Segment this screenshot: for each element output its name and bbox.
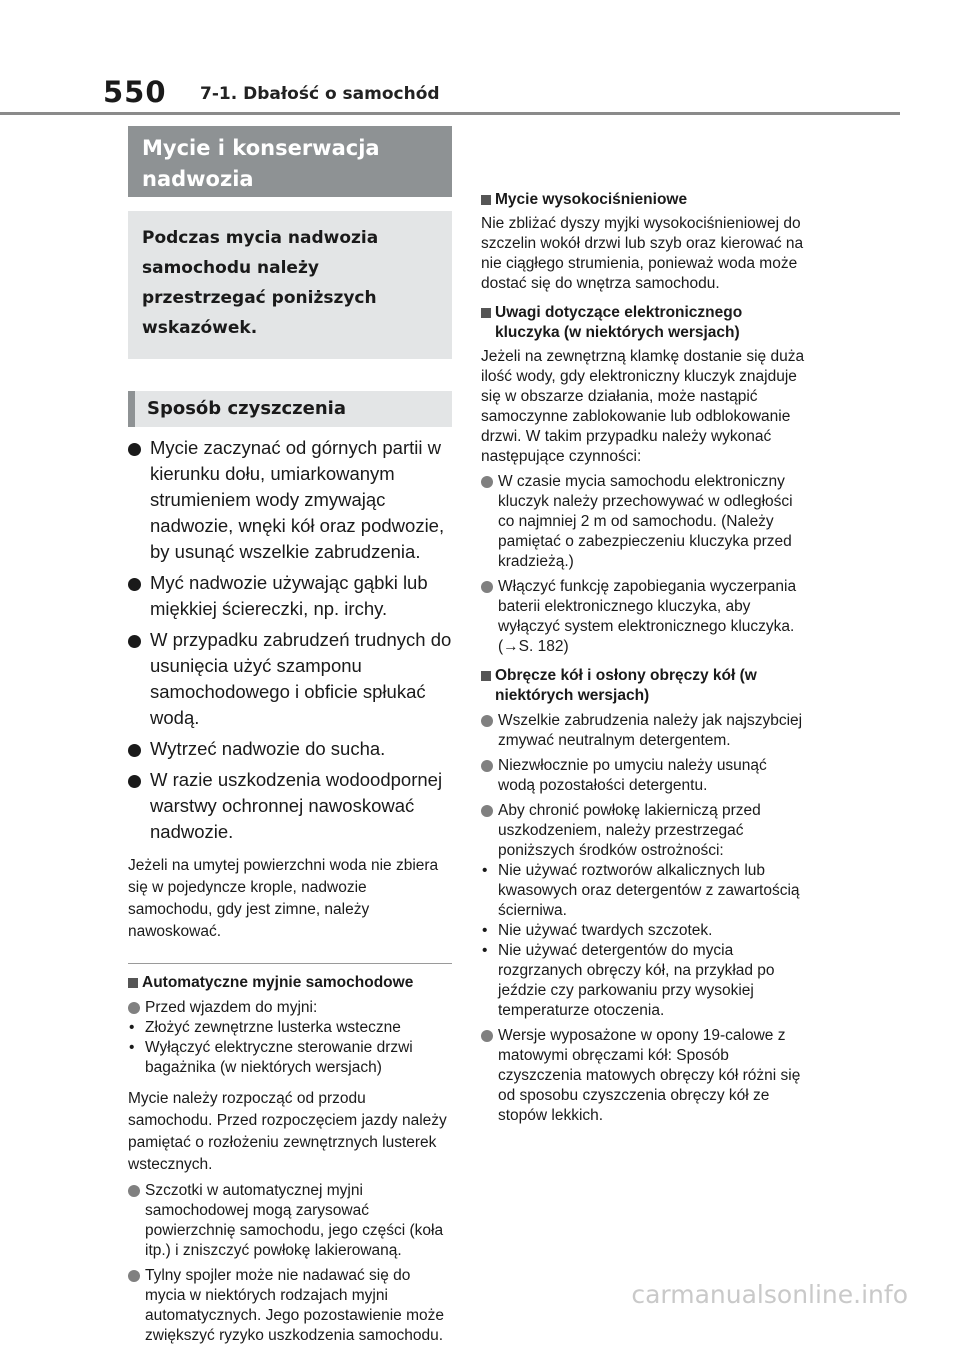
square-bullet-icon (481, 671, 491, 681)
list-item: Wersje wyposażone w opony 19-calowe z matowymi obręczami kół: Sposób czyszczenia matowych obręczy kół różni się od sposobu czyszczenia obręczy kół ze stopów lekkich. (481, 1026, 805, 1126)
bullet-icon (128, 744, 141, 757)
bullet-icon (481, 715, 493, 727)
chapter-title: 7-1. Dbałość o samochód (200, 84, 440, 104)
list-item: • Nie używać twardych szczotek. (482, 922, 713, 939)
subsection-title: Sposób czyszczenia (128, 391, 452, 427)
pressure-wash-text: Nie zbliżać dyszy myjki wysokociśnieniowej do szczelin wokół drzwi lub szyb oraz kierować na nie ciągłego strumienia, ponieważ woda może dostać się do wnętrza samochodu. (481, 215, 804, 292)
watermark: carmanualsonline.info (631, 1280, 908, 1309)
list-item: W czasie mycia samochodu elektroniczny kluczyk należy przechowywać w odległości co najmniej 2 m od samochodu. (Należy pamiętać o zabezpieczeniu kluczyka przed kradzieżą.) (481, 472, 805, 572)
list-item: • Nie używać roztworów alkalicznych lub kwasowych oraz detergentów z zawartością ścierniwa. (482, 862, 800, 919)
bullet-icon (128, 635, 141, 648)
bullet-icon (128, 1270, 140, 1282)
page-header (0, 0, 960, 116)
list-item: Myć nadwozie używając gąbki lub miękkiej ściereczki, np. irchy. (128, 570, 452, 622)
bullet-icon (481, 1030, 493, 1042)
header-rule (0, 112, 900, 115)
key-text: Jeżeli na zewnętrzną klamkę dostanie się duża ilość wody, gdy elektroniczny kluczyk znajduje się w obszarze działania, może nastąpić samoczynne zablokowanie lub odblokowanie drzwi. W takim przypadku należy wykonać następujące czynności: (481, 348, 805, 465)
bullet-icon (128, 578, 141, 591)
auto-wash-heading: Automatyczne myjnie samochodowe (128, 973, 452, 993)
list-item: Wytrzeć nadwozie do sucha. (128, 736, 452, 762)
bullet-icon (128, 1002, 140, 1014)
rims-heading: Obręcze kół i osłony obręczy kół (w niektórych wersjach) (481, 666, 805, 706)
square-bullet-icon (481, 308, 491, 318)
cleaning-steps (128, 435, 452, 845)
right-column (481, 126, 805, 1126)
divider (128, 963, 452, 964)
left-column (128, 126, 452, 1346)
square-bullet-icon (481, 195, 491, 205)
list-item: Włączyć funkcję zapobiegania wyczerpania baterii elektronicznego kluczyka, aby wyłączyć system elektronicznego kluczyka. (→S. 182) (481, 577, 805, 657)
list-item: • Złożyć zewnętrzne lusterka wsteczne (129, 1019, 401, 1036)
bullet-icon (128, 775, 141, 788)
bullet-icon (128, 1185, 140, 1197)
list-item: • Nie używać detergentów do mycia rozgrzanych obręczy kół, na przykład po jeździe czy parkowaniu przy wysokiej temperaturze otoczenia. (482, 942, 775, 1019)
start-note: Mycie należy rozpocząć od przodu samochodu. Przed rozpoczęciem jazdy należy pamiętać o rozłożeniu zewnętrznych lusterek wstecznych. (128, 1090, 447, 1173)
list-item: Aby chronić powłokę lakierniczą przed uszkodzeniem, należy przestrzegać poniższych środków ostrożności: (481, 801, 805, 861)
bullet-icon (481, 581, 493, 593)
section-title: Mycie i konserwacja nadwozia (128, 126, 452, 197)
list-item: Szczotki w automatycznej myjni samochodowej mogą zarysować powierzchnię samochodu, jego części (koła itp.) i zniszczyć powłokę lakierowaną. (128, 1181, 452, 1261)
square-bullet-icon (128, 978, 138, 988)
bullet-icon (128, 443, 141, 456)
wax-note: Jeżeli na umytej powierzchni woda nie zbiera się w pojedyncze krople, nadwozie samochodu, gdy jest zimne, należy nawoskować. (128, 857, 439, 940)
intro-box: Podczas mycia nadwozia samochodu należy przestrzegać poniższych wskazówek. (128, 211, 452, 359)
list-item: Tylny spojler może nie nadawać się do mycia w niektórych rodzajach myjni automatycznych. Jego pozostawienie może zwiększyć ryzyko uszkodzenia samochodu. (128, 1266, 452, 1346)
bullet-icon (481, 476, 493, 488)
list-item: Wszelkie zabrudzenia należy jak najszybciej zmywać neutralnym detergentem. (481, 711, 805, 751)
pressure-wash-heading: Mycie wysokociśnieniowe (481, 190, 805, 210)
key-heading: Uwagi dotyczące elektronicznego kluczyka (w niektórych wersjach) (481, 303, 805, 343)
list-item: W przypadku zabrudzeń trudnych do usunięcia użyć szamponu samochodowego i obficie spłukać wodą. (128, 627, 452, 731)
bullet-icon (481, 760, 493, 772)
list-item: Niezwłocznie po umyciu należy usunąć wodą pozostałości detergentu. (481, 756, 805, 796)
list-item: W razie uszkodzenia wodoodpornej warstwy ochronnej nawoskować nadwozie. (128, 767, 452, 845)
list-item: Mycie zaczynać od górnych partii w kierunku dołu, umiarkowanym strumieniem wody zmywając nadwozie, wnęki kół oraz podwozie, by usunąć wszelkie zabrudzenia. (128, 435, 452, 565)
bullet-icon (481, 805, 493, 817)
list-item: • Wyłączyć elektryczne sterowanie drzwi bagażnika (w niektórych wersjach) (129, 1039, 413, 1076)
list-item: Przed wjazdem do myjni: (128, 998, 452, 1018)
page-number: 550 (103, 75, 167, 109)
